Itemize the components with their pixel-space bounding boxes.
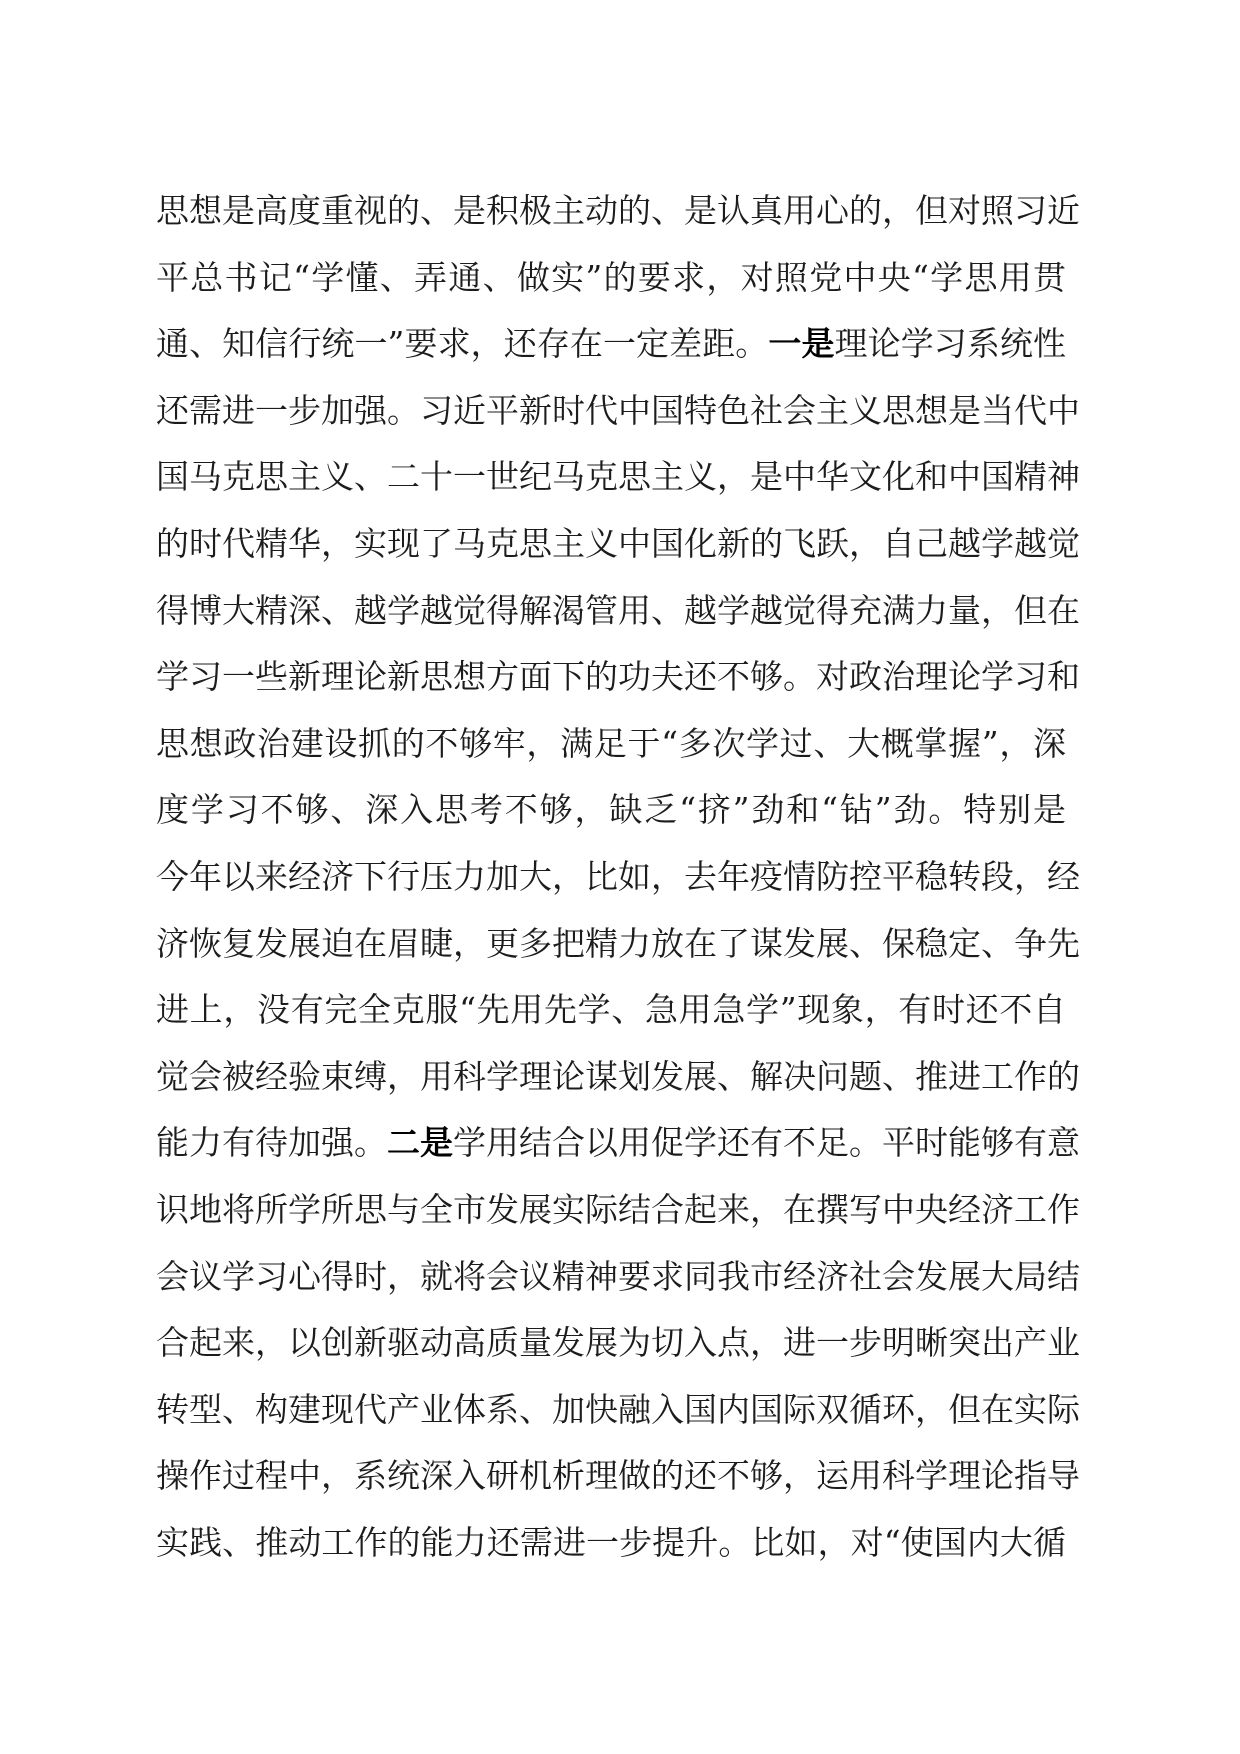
text-line: 识地将所学所思与全市发展实际结合起来，在撰写中央经济工作 xyxy=(156,1189,1080,1229)
text-line: 觉会被经验束缚，用科学理论谋划发展、解决问题、推进工作的 xyxy=(156,1056,1080,1096)
point-marker-second: 二是 xyxy=(387,1123,453,1163)
text-line: 转型、构建现代产业体系、加快融入国内国际双循环，但在实际 xyxy=(156,1389,1080,1429)
text-line: 实践、推动工作的能力还需进一步提升。比如，对“使国内大循 xyxy=(156,1522,1066,1562)
text-line: 国马克思主义、二十一世纪马克思主义，是中华文化和中国精神 xyxy=(156,457,1080,497)
text-line: 思想是高度重视的、是积极主动的、是认真用心的，但对照习近 xyxy=(156,191,1080,230)
text-line: 进上，没有完全克服“先用先学、急用急学”现象，有时还不自 xyxy=(156,990,1066,1030)
text-line: 今年以来经济下行压力加大，比如，去年疫情防控平稳转段，经 xyxy=(156,856,1080,896)
text-line: 操作过程中，系统深入研机析理做的还不够，运用科学理论指导 xyxy=(156,1456,1080,1496)
text-line: 思想政治建设抓的不够牢，满足于“多次学过、大概掌握”，深 xyxy=(156,723,1066,763)
text-line: 的时代精华，实现了马克思主义中国化新的飞跃，自己越学越觉 xyxy=(156,523,1080,563)
text-line: 合起来，以创新驱动高质量发展为切入点，进一步明晰突出产业 xyxy=(156,1323,1080,1363)
text-line: 济恢复发展迫在眉睫，更多把精力放在了谋发展、保稳定、争先 xyxy=(156,923,1080,963)
point-marker-first: 一是 xyxy=(768,324,835,364)
text-line: 还需进一步加强。习近平新时代中国特色社会主义思想是当代中 xyxy=(156,390,1080,430)
text-line: 平总书记“学懂、弄通、做实”的要求，对照党中央“学思用贯 xyxy=(156,257,1066,297)
text-line: 会议学习心得时，就将会议精神要求同我市经济社会发展大局结 xyxy=(156,1256,1080,1296)
text-line: 得博大精深、越学越觉得解渴管用、越学越觉得充满力量，但在 xyxy=(156,590,1080,630)
text-line: 能力有待加强。二是学用结合以用促学还有不足。平时能够有意 xyxy=(156,1123,1080,1163)
text-line: 学习一些新理论新思想方面下的功夫还不够。对政治理论学习和 xyxy=(156,657,1080,697)
text-line: 通、知信行统一”要求，还存在一定差距。一是理论学习系统性 xyxy=(156,324,1067,364)
text-line: 度学习不够、深入思考不够，缺乏“挤”劲和“钻”劲。特别是 xyxy=(156,790,1066,830)
body-text xyxy=(156,178,1080,1576)
